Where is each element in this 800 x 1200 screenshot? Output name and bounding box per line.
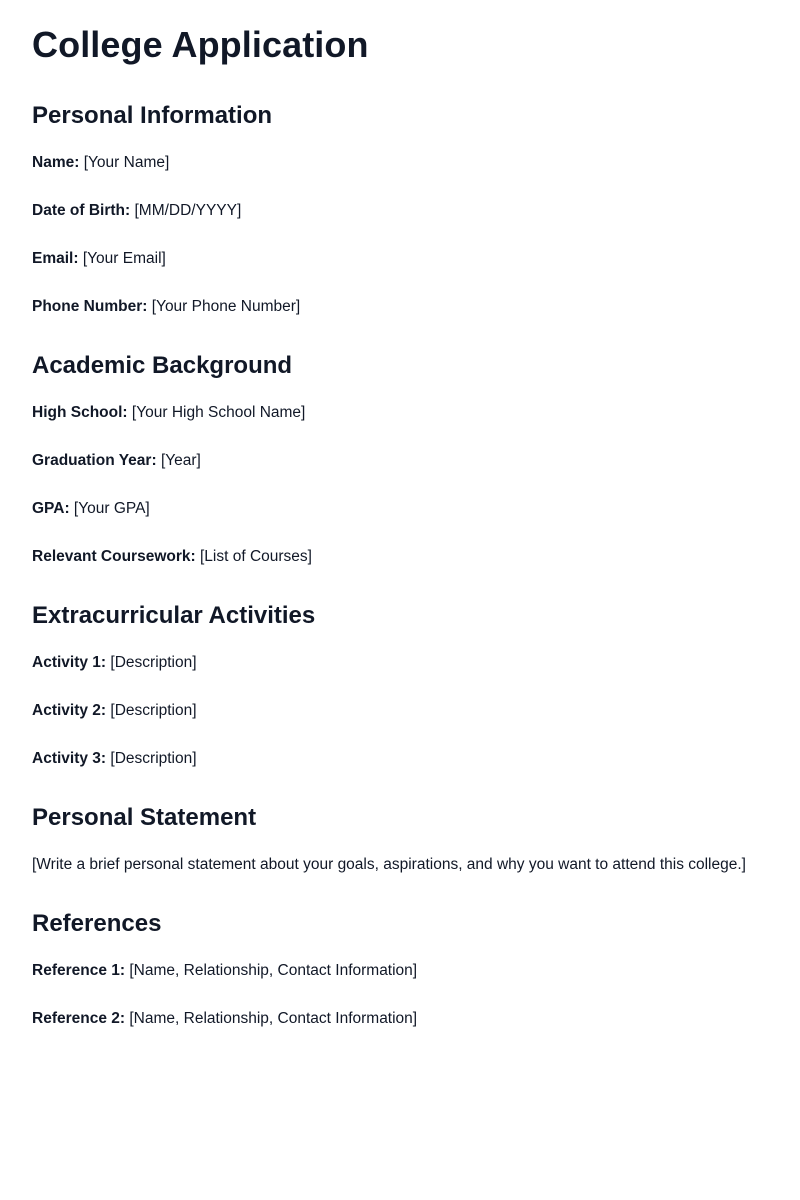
field-value: [Year] — [160, 452, 201, 469]
field-value: [MM/DD/YYYY] — [134, 202, 242, 219]
field-value: [List of Courses] — [199, 548, 312, 565]
field-value: [Your Phone Number] — [151, 298, 301, 315]
section-references — [32, 908, 768, 1030]
section-personal-information — [32, 100, 768, 318]
section-heading-academic-background: Academic Background — [32, 352, 293, 379]
field-high-school — [32, 402, 768, 424]
field-gpa — [32, 498, 768, 520]
field-label: Email: — [32, 250, 79, 267]
field-label: Reference 2: — [32, 1010, 126, 1027]
field-label: Activity 1: — [32, 654, 107, 671]
field-value: [Your High School Name] — [131, 404, 306, 421]
field-label: Date of Birth: — [32, 202, 131, 219]
personal-statement-text: [Write a brief personal statement about your goals, aspirations, and why you want to attend this college.] — [32, 856, 746, 873]
field-value: [Description] — [110, 750, 197, 767]
field-activity-1 — [32, 652, 768, 674]
field-reference-2 — [32, 1008, 768, 1030]
section-heading-personal-statement: Personal Statement — [32, 804, 257, 831]
section-heading-extracurricular-activities: Extracurricular Activities — [32, 602, 316, 629]
field-value: [Name, Relationship, Contact Information] — [129, 962, 418, 979]
field-value: [Your Name] — [83, 154, 170, 171]
field-email — [32, 248, 768, 270]
field-name — [32, 152, 768, 174]
field-value: [Name, Relationship, Contact Information] — [129, 1010, 418, 1027]
field-value: [Your GPA] — [73, 500, 150, 517]
field-value: [Description] — [110, 654, 197, 671]
page-title: College Application — [32, 24, 369, 65]
field-label: High School: — [32, 404, 128, 421]
field-value: [Your Email] — [82, 250, 166, 267]
section-heading-personal-information: Personal Information — [32, 102, 273, 129]
section-heading-references: References — [32, 910, 162, 937]
field-activity-2 — [32, 700, 768, 722]
field-date-of-birth — [32, 200, 768, 222]
field-graduation-year — [32, 450, 768, 472]
field-label: Relevant Coursework: — [32, 548, 196, 565]
field-value: [Description] — [110, 702, 197, 719]
field-relevant-coursework — [32, 546, 768, 568]
field-label: Phone Number: — [32, 298, 148, 315]
section-personal-statement — [32, 802, 768, 876]
field-label: Activity 3: — [32, 750, 107, 767]
field-label: Activity 2: — [32, 702, 107, 719]
field-reference-1 — [32, 960, 768, 982]
section-extracurricular-activities — [32, 600, 768, 770]
field-activity-3 — [32, 748, 768, 770]
field-label: Name: — [32, 154, 80, 171]
field-label: Reference 1: — [32, 962, 126, 979]
field-label: GPA: — [32, 500, 70, 517]
section-academic-background — [32, 350, 768, 568]
field-label: Graduation Year: — [32, 452, 157, 469]
field-phone-number — [32, 296, 768, 318]
